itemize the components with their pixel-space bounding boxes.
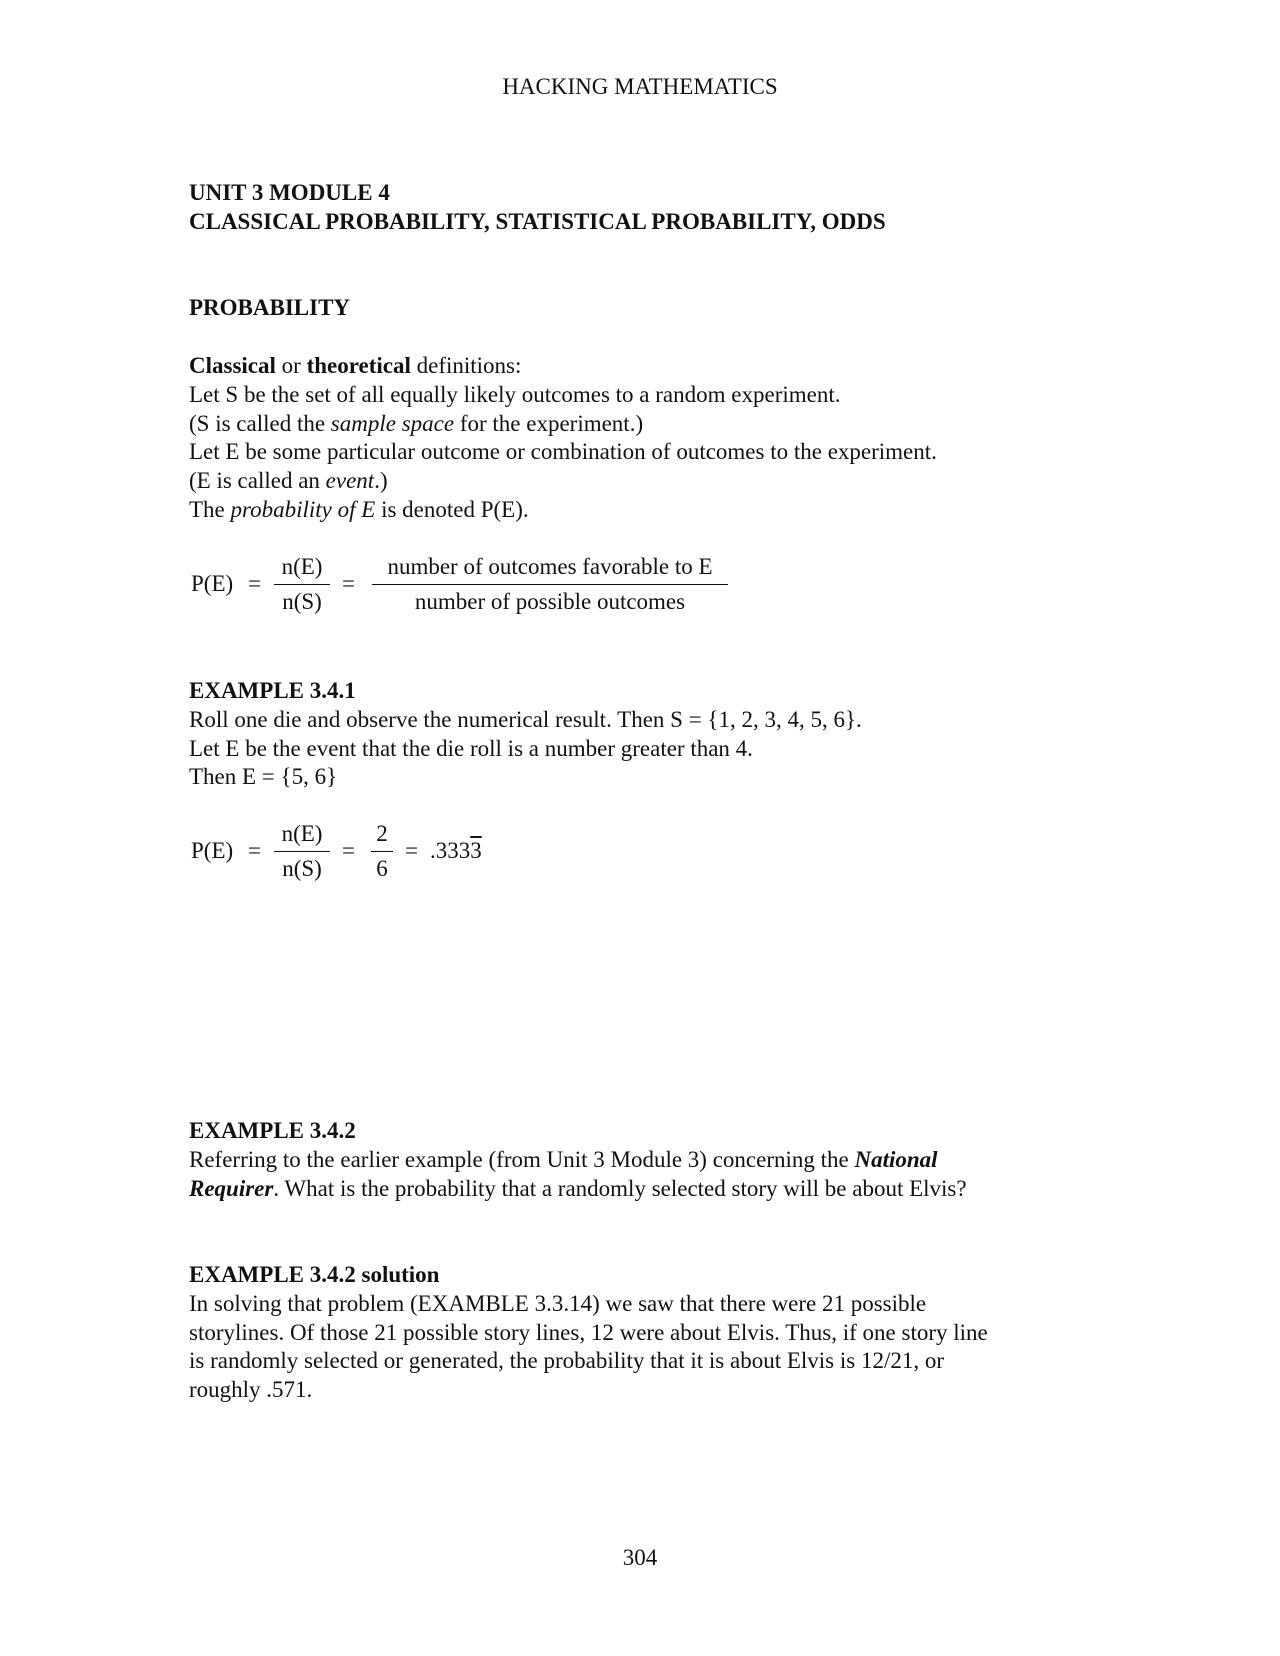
formula2-fraction-counts [274,820,330,883]
example-2-line-2-post: . What is the probability that a randomly selected story will be about Elvis? [273,1176,967,1201]
term-event: event [325,468,375,493]
formula1-lhs: P(E) [191,571,234,596]
definition-line-2-pre: (S is called the [189,411,331,436]
formula1-numerator-words: number of outcomes favorable to E [372,553,728,585]
example-1-line-1: Roll one die and observe the numerical result. Then S = {1, 2, 3, 4, 5, 6}. [189,707,862,732]
definition-line-4-pre: (E is called an [189,468,326,493]
section-title: PROBABILITY [189,295,351,320]
definition-line-5-pre: The [189,497,231,522]
definition-line-2 [189,409,643,438]
definition-line-2-post: for the experiment.) [454,411,644,436]
formula2-equals: = [248,838,261,863]
formula2-numerator-ne: n(E) [274,820,330,852]
formula2-result [430,837,482,865]
formula2-denominator-ns: n(S) [282,856,322,881]
module-title: CLASSICAL PROBABILITY, STATISTICAL PROBABILITY, ODDS [189,209,886,234]
formula1-equals: = [248,571,261,596]
term-theoretical: theoretical [306,353,411,378]
example-1-title: EXAMPLE 3.4.1 [189,678,356,703]
example-2-line-2 [189,1174,967,1203]
formula1-denominator-words: number of possible outcomes [414,589,686,614]
running-header: HACKING MATHEMATICS [502,74,778,99]
definition-line-5-post: is denoted P(E). [375,497,529,522]
formula2-equals-2: = [342,838,355,863]
term-sample-space: sample space [330,411,455,436]
formula1-fraction-counts [274,553,330,616]
example-2-title: EXAMPLE 3.4.2 [189,1118,356,1143]
solution-line-3: is randomly selected or generated, the probability that it is about Elvis is 12/21, or [189,1348,945,1373]
formula1-numerator-ne: n(E) [274,553,330,585]
formula2-numerator-2: 2 [371,820,393,852]
example-1-line-2: Let E be the event that the die roll is a number greater than 4. [189,736,753,761]
page-number: 304 [622,1545,658,1570]
example-2-line-1 [189,1145,938,1174]
formula1-denominator-ns: n(S) [282,589,322,614]
solution-line-4: roughly .571. [189,1377,313,1402]
solution-line-1: In solving that problem (EXAMBLE 3.3.14) we saw that there were 21 possible [189,1291,927,1316]
formula2-result-digits: .333 [430,838,471,863]
publication-name-part-2: Requirer [189,1176,274,1201]
term-probability-of-e: probability of E [230,497,376,522]
publication-name-part-1: National [854,1147,938,1172]
solution-title: EXAMPLE 3.4.2 solution [189,1262,440,1287]
formula2-result-repeating-digit: 3 [470,838,482,863]
unit-title: UNIT 3 MODULE 4 [189,180,390,205]
formula2-fraction-values [371,820,393,883]
definition-line-1: Let S be the set of all equally likely outcomes to a random experiment. [189,382,841,407]
formula2-denominator-6: 6 [376,856,388,881]
formula1-equals-2: = [342,571,355,596]
solution-line-2: storylines. Of those 21 possible story lines, 12 were about Elvis. Thus, if one story line [189,1320,988,1345]
definition-line-4-post: .) [374,468,388,493]
conj-or: or [275,353,307,378]
definition-line-5 [189,495,529,524]
definition-line-4 [189,466,388,495]
definition-line-3: Let E be some particular outcome or combination of outcomes to the experiment. [189,439,937,464]
definitions-word: definitions: [410,353,522,378]
example-2-line-1-pre: Referring to the earlier example (from Unit 3 Module 3) concerning the [189,1147,855,1172]
formula1-fraction-words [372,553,728,616]
formula2-lhs: P(E) [191,838,234,863]
term-classical: Classical [189,353,276,378]
formula2-equals-3: = [405,838,418,863]
definitions-intro [189,351,521,380]
example-1-line-3: Then E = {5, 6} [189,764,338,789]
